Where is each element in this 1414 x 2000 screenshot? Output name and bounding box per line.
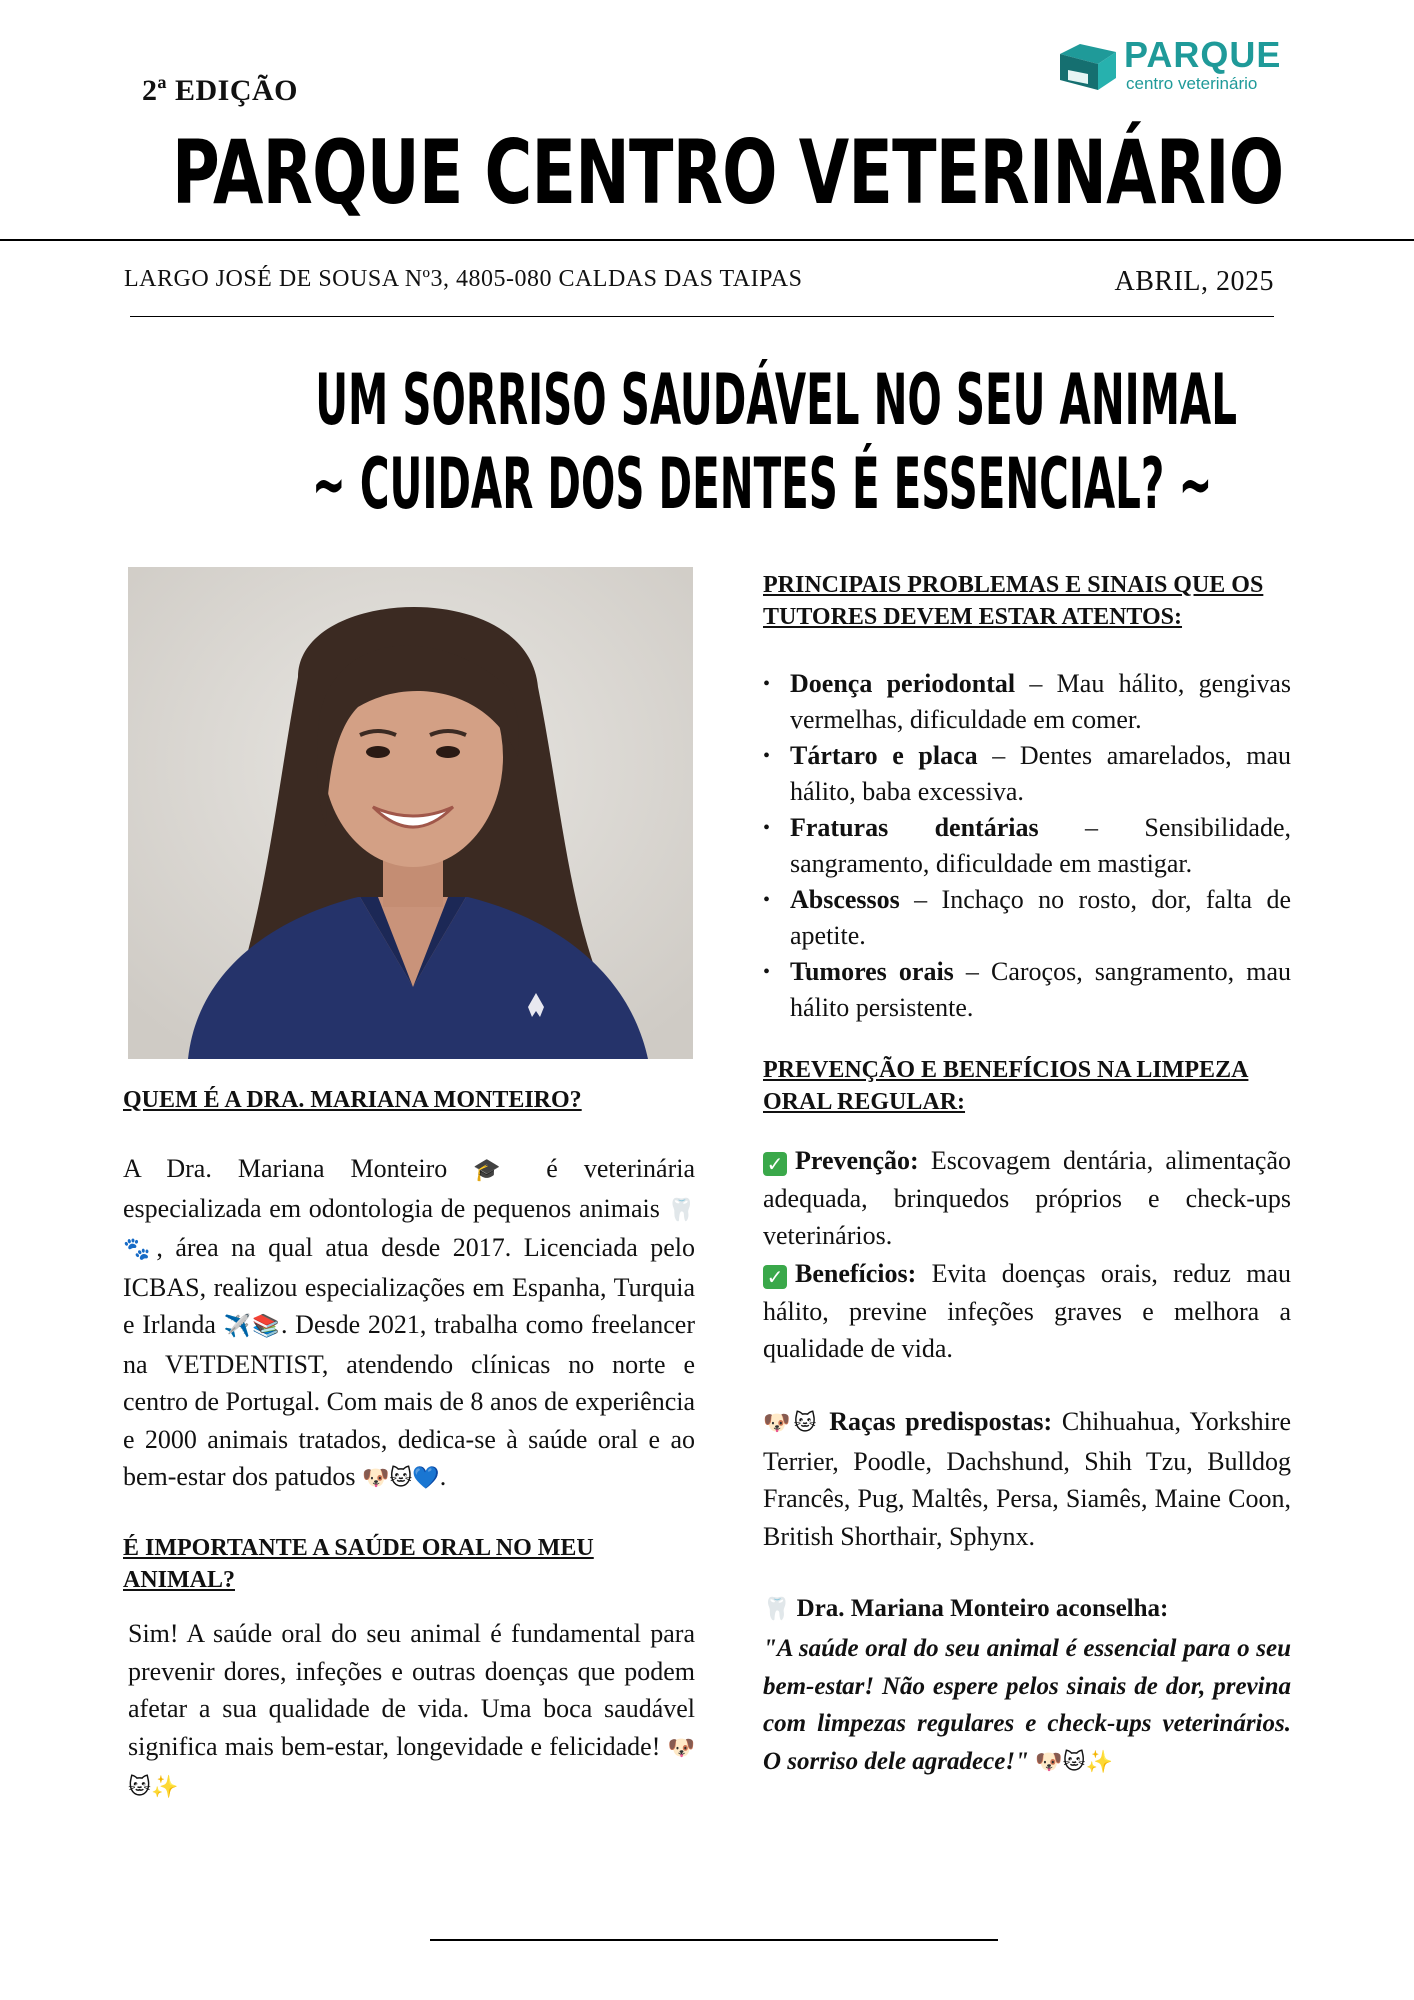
logo-name: PARQUE xyxy=(1124,34,1282,75)
breeds-text: Chihuahua, Yorkshire Terrier, Poodle, Dachshund, Shih Tzu, Bulldog Francês, Pug, Maltês, Persa, Siamês, Maine Coon, British Shorthair, Sphynx. xyxy=(763,1407,1291,1551)
problem-desc: – Mau hálito, gengivas vermelhas, dificuldade em comer. xyxy=(790,669,1291,734)
problem-desc: – Inchaço no rosto, dor, falta de apetite. xyxy=(790,885,1291,950)
headline-line-1: UM SORRISO SAUDÁVEL NO SEU ANIMAL xyxy=(315,359,1237,441)
sparkles-icon: ✨ xyxy=(150,1775,179,1800)
benefits-text: Evita doenças orais, reduz mau hálito, previne infeções graves e melhora a qualidade de vida. xyxy=(763,1259,1291,1363)
dog-face-icon: 🐶 xyxy=(667,1735,696,1761)
importance-paragraph xyxy=(128,1615,695,1807)
check-mark-icon: ✓ xyxy=(763,1152,787,1176)
cat-face-icon: 🐱 xyxy=(389,1466,413,1491)
who-text-3: , área na qual atua desde 2017. Licenciada pelo ICBAS, realizou especializações em Espanha, Turquia e Irlanda xyxy=(123,1233,695,1339)
graduation-cap-icon: 🎓 xyxy=(473,1158,521,1183)
prevention-title-line-2: ORAL REGULAR: xyxy=(763,1089,966,1115)
edition-label: 2ª EDIÇÃO xyxy=(142,74,299,107)
who-paragraph xyxy=(123,1150,695,1498)
problem-desc: – Caroços, sangramento, mau hálito persistente. xyxy=(790,957,1292,1022)
tooth-icon: 🦷 xyxy=(763,1597,791,1622)
problem-item xyxy=(763,810,1291,882)
who-text-2: é veterinária especializada em odontologia de pequenos animais xyxy=(123,1154,695,1223)
issue-date: ABRIL, 2025 xyxy=(1114,266,1274,297)
paw-prints-icon: 🐾 xyxy=(123,1237,157,1262)
problems-section-title xyxy=(763,569,1291,633)
prevention-label: Prevenção: xyxy=(795,1146,919,1175)
logo-mark-icon xyxy=(1058,40,1118,92)
books-icon: 📚 xyxy=(252,1314,281,1339)
advice-quote xyxy=(763,1630,1291,1781)
headline-line-2: ~ CUIDAR DOS DENTES É ESSENCIAL? ~ xyxy=(311,443,1213,525)
prevention-paragraph xyxy=(763,1142,1291,1255)
breeds-label: Raças predispostas: xyxy=(829,1407,1053,1436)
dog-face-icon: 🐶 xyxy=(1035,1749,1063,1775)
advice-quote-text: "A saúde oral do seu animal é essencial para o seu bem-estar! Não espere pelos sinais de dor, previna com limpezas regulares e check-ups veterinários. O sorriso dele agradece!" xyxy=(763,1635,1291,1775)
prevention-section-title xyxy=(763,1054,1291,1118)
problem-item xyxy=(763,738,1291,810)
logo-subtitle: centro veterinário xyxy=(1126,74,1258,93)
problem-item xyxy=(763,666,1291,738)
dog-face-icon: 🐶 xyxy=(362,1466,390,1491)
prevention-text: Escovagem dentária, alimentação adequada, brinquedos próprios e check-ups veterinários. xyxy=(763,1146,1291,1250)
cat-face-icon: 🐱 xyxy=(1062,1749,1086,1775)
benefits-paragraph xyxy=(763,1255,1291,1368)
problems-title-line-2: TUTORES DEVEM ESTAR ATENTOS: xyxy=(763,604,1183,630)
tooth-icon: 🦷 xyxy=(667,1197,696,1223)
clinic-logo xyxy=(1058,34,1282,96)
sparkles-icon: ✨ xyxy=(1085,1749,1113,1775)
problem-name: Abscessos xyxy=(790,885,900,914)
cat-face-icon: 🐱 xyxy=(128,1775,151,1800)
importance-title-line-1: É IMPORTANTE A SAÚDE ORAL NO MEU xyxy=(123,1535,594,1561)
importance-section-title xyxy=(123,1532,695,1596)
who-text-4: . Desde 2021, trabalha como freelancer na VETDENTIST, atendendo clínicas no norte e centro de Portugal. Com mais de 8 anos de experiência e 2000 animais tratados, dedica-se à saúde oral e ao bem-estar dos patudos xyxy=(123,1310,695,1491)
importance-text: Sim! A saúde oral do seu animal é fundamental para prevenir dores, infeções e outras doenças que podem afetar a sua qualidade de vida. Uma boca saudável significa mais bem-estar, longevidade e felicidade! xyxy=(128,1619,695,1761)
benefits-label: Benefícios: xyxy=(795,1259,917,1288)
advice-heading xyxy=(763,1592,1291,1627)
portrait-illustration xyxy=(128,567,693,1059)
problem-name: Tártaro e placa xyxy=(790,741,978,770)
airplane-icon: ✈️ xyxy=(223,1314,253,1339)
problem-item xyxy=(763,954,1291,1026)
doctor-portrait-photo xyxy=(128,567,693,1059)
who-text-1: A Dra. Mariana Monteiro xyxy=(123,1154,448,1183)
problem-desc: – Sensibilidade, sangramento, dificuldade em mastigar. xyxy=(790,813,1292,878)
masthead-title: PARQUE CENTRO VETERINÁRIO xyxy=(172,121,1284,224)
cat-face-icon: 🐱 xyxy=(793,1411,820,1436)
problem-name: Tumores orais xyxy=(790,957,954,986)
problem-name: Doença periodontal xyxy=(790,669,1016,698)
problem-name: Fraturas dentárias xyxy=(790,813,1039,842)
advice-title: Dra. Mariana Monteiro aconselha: xyxy=(796,1595,1169,1622)
problem-item xyxy=(763,882,1291,954)
subheader-divider xyxy=(130,316,1274,317)
main-headline xyxy=(0,358,1414,526)
importance-title-line-2: ANIMAL? xyxy=(123,1567,235,1593)
prevention-title-line-1: PREVENÇÃO E BENEFÍCIOS NA LIMPEZA xyxy=(763,1057,1249,1083)
header-divider xyxy=(0,239,1414,241)
address-line: LARGO JOSÉ DE SOUSA Nº3, 4805-080 CALDAS DAS TAIPAS xyxy=(124,266,803,292)
blue-heart-icon: 💙 xyxy=(412,1466,440,1491)
who-text-end: . xyxy=(439,1462,447,1491)
footer-divider xyxy=(430,1939,998,1941)
check-mark-icon: ✓ xyxy=(763,1265,787,1289)
who-section-title: QUEM É A DRA. MARIANA MONTEIRO? xyxy=(123,1087,582,1113)
dog-face-icon: 🐶 xyxy=(763,1411,794,1436)
problems-list xyxy=(763,666,1291,1026)
problems-title-line-1: PRINCIPAIS PROBLEMAS E SINAIS QUE OS xyxy=(763,572,1264,598)
problem-desc: – Dentes amarelados, mau hálito, baba excessiva. xyxy=(790,741,1291,806)
problems-list-container xyxy=(763,666,1291,1026)
breeds-paragraph xyxy=(763,1403,1291,1555)
